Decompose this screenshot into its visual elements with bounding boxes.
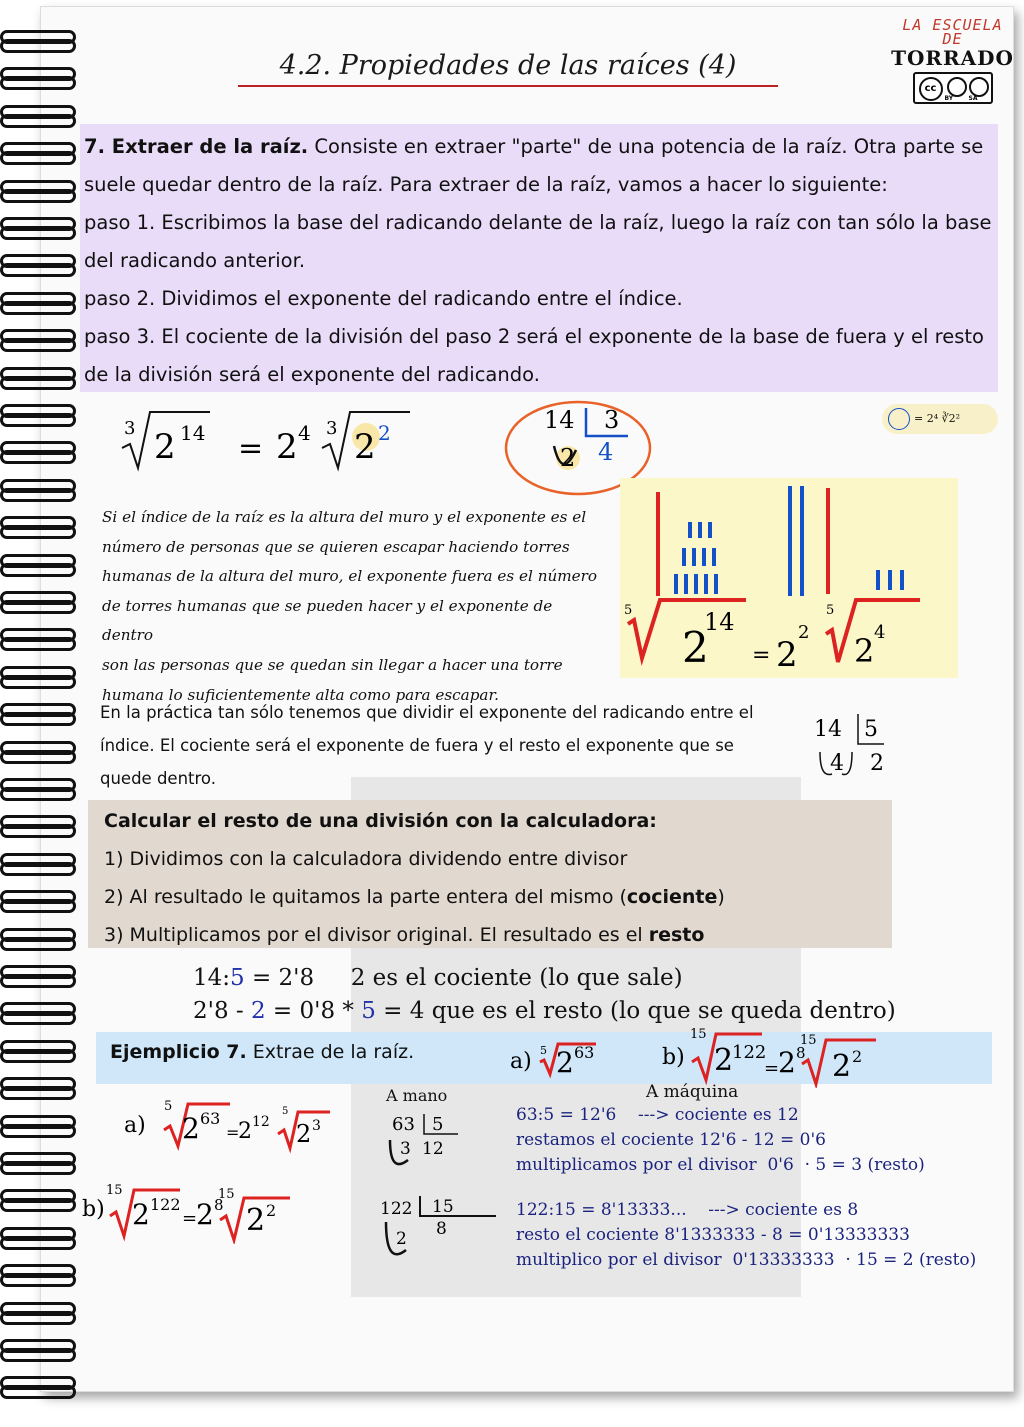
- ej-b-out-base: 2: [778, 1046, 796, 1079]
- ejemplicio-exercises: [506, 1024, 886, 1088]
- tower-eq: =: [752, 643, 771, 668]
- step3: paso 3. El cociente de la división del paso 2 será el exponente de la base de fuera y el resto de la división será el exponente del radicando.: [84, 325, 984, 386]
- spiral-ring: [0, 30, 74, 52]
- section7-intro: Consiste en extraer "parte" de una potencia de la raíz. Otra parte se suele quedar dentro de la raíz. Para extraer de la raíz, vamos a hacer lo siguiente:: [84, 135, 984, 196]
- logo-line1: LA ESCUELA: [902, 16, 1003, 34]
- spiral-ring: [0, 404, 74, 426]
- cc-icon: cc: [919, 77, 943, 101]
- spiral-ring: [0, 853, 74, 875]
- sol-a-in-base: 2: [296, 1120, 312, 1148]
- step2: paso 2. Dividimos el exponente del radicando entre el índice.: [84, 287, 683, 310]
- solution-b-machine: [516, 1198, 976, 1273]
- spiral-ring: [0, 254, 74, 276]
- sol-b-index2: 15: [218, 1187, 235, 1202]
- spiral-ring: [0, 67, 74, 89]
- calc-step3a: 3) Multiplicamos por el divisor original. El resultado es el: [104, 924, 649, 946]
- tower-bar: [698, 522, 702, 538]
- sol-b-exp: 122: [150, 1195, 181, 1214]
- ex-l2d: 5: [361, 998, 376, 1024]
- sol-b-m2: resto el cociente 8'1333333 - 8 = 0'13333333: [516, 1225, 910, 1245]
- spiral-ring: [0, 142, 74, 164]
- handwritten-explanation: [102, 503, 602, 710]
- page-title: 4.2. Propiedades de las raíces (4): [238, 50, 778, 87]
- sol-a-out-exp: 12: [252, 1114, 270, 1130]
- hand-line: humana lo suficientemente alta como para escapar.: [102, 685, 499, 704]
- main-div-dividend: 14: [544, 406, 575, 434]
- spiral-ring: [0, 1077, 74, 1099]
- tower-bar: [712, 548, 716, 566]
- creative-commons-icon: [913, 72, 993, 104]
- spiral-ring: [0, 1152, 74, 1174]
- spiral-ring: [0, 1002, 74, 1024]
- ej-b-base: 2: [714, 1043, 734, 1078]
- hand-line: de torres humanas que se pueden hacer y el exponente de dentro: [102, 596, 553, 645]
- sol-a-eq: =: [226, 1123, 240, 1142]
- solution-b-formula: [80, 1180, 300, 1244]
- spiral-ring: [0, 516, 74, 538]
- ej-a-exp: 63: [574, 1043, 595, 1062]
- sol-b-out-base: 2: [196, 1198, 214, 1231]
- school-logo: [890, 16, 1015, 108]
- practice-div-remainder: 4: [830, 751, 844, 776]
- sol-a-index2: 5: [282, 1106, 289, 1117]
- spiral-ring: [0, 1115, 74, 1137]
- spiral-ring: [0, 628, 74, 650]
- spiral-ring: [0, 965, 74, 987]
- tower-bar: [692, 548, 696, 566]
- spiral-ring: [0, 666, 74, 688]
- hand-line: humanas de la altura del muro, el exponente fuera es el número: [102, 567, 598, 586]
- sol-b-out-exp: 8: [214, 1196, 224, 1214]
- tower-out-exp: 2: [798, 622, 810, 643]
- ex-l2e: = 4 que es el resto (lo que se queda dentro): [375, 998, 896, 1024]
- sol-b-m1: 122:15 = 8'13333... ---> cociente es 8: [516, 1200, 859, 1220]
- main-index2: 3: [326, 418, 338, 439]
- section7-heading: 7. Extraer de la raíz.: [84, 135, 309, 158]
- sol-a-base: 2: [182, 1112, 200, 1145]
- spiral-ring: [0, 367, 74, 389]
- logo-line3: TORRADO: [891, 46, 1014, 70]
- sol-b-eq: =: [182, 1208, 198, 1229]
- hand-line: número de personas que se quieren escapar haciendo torres: [102, 537, 570, 556]
- ej-b-index2: 15: [800, 1033, 817, 1048]
- logo-line2: DE: [942, 30, 963, 48]
- step1: paso 1. Escribimos la base del radicando delante de la raíz, luego la raíz con tan sólo la base del radicando anterior.: [84, 211, 992, 272]
- sol-b-index: 15: [106, 1183, 123, 1198]
- spiral-ring: [0, 928, 74, 950]
- main-div-quotient: 4: [598, 438, 614, 466]
- sol-a-m3: multiplicamos por el divisor 0'6 · 5 = 3 (resto): [516, 1155, 925, 1175]
- spiral-ring: [0, 1227, 74, 1249]
- ex-l1a: 14:: [193, 965, 231, 991]
- ex-l1c: = 2'8 2 es el cociente (lo que sale): [244, 965, 683, 991]
- spiral-ring: [0, 105, 74, 127]
- tower-illustration: [620, 478, 958, 678]
- spiral-ring: [0, 1264, 74, 1286]
- cc-sa-label: SA: [968, 95, 978, 102]
- spiral-ring: [0, 329, 74, 351]
- ej-b-eq: =: [764, 1058, 780, 1079]
- sol-a-div-remainder: 3: [400, 1139, 411, 1159]
- spiral-ring: [0, 703, 74, 725]
- spiral-ring: [0, 217, 74, 239]
- main-eq: =: [238, 431, 264, 466]
- solution-b-division: [376, 1190, 506, 1264]
- ej-a-label: a): [510, 1049, 532, 1074]
- tower-bar: [708, 522, 712, 538]
- solution-a-formula: [118, 1094, 338, 1154]
- ej-b-out-exp: 8: [796, 1044, 806, 1062]
- calc-step3b: resto: [648, 924, 705, 946]
- spiral-ring: [0, 1302, 74, 1324]
- solution-a-machine: [516, 1103, 925, 1178]
- main-out-base: 2: [276, 427, 298, 467]
- tower-index: 5: [624, 603, 633, 618]
- ex-l2c: = 0'8 *: [265, 998, 362, 1024]
- tower-index2: 5: [826, 603, 835, 618]
- sol-b-div-quotient: 8: [436, 1219, 447, 1239]
- sol-a-exp: 63: [200, 1109, 221, 1128]
- sol-a-m1: 63:5 = 12'6 ---> cociente es 12: [516, 1105, 799, 1125]
- ejemplicio-text: Extrae de la raíz.: [246, 1041, 415, 1063]
- example-calculation: [193, 962, 896, 1028]
- main-in-base: 2: [354, 427, 376, 467]
- sol-b-div-divisor: 15: [432, 1197, 454, 1217]
- ej-a-index: 5: [540, 1044, 547, 1057]
- spiral-ring: [0, 441, 74, 463]
- cc-by-label: BY: [944, 95, 954, 102]
- sol-a-index: 5: [164, 1099, 173, 1114]
- main-base: 2: [154, 427, 176, 467]
- ej-b-in-exp: 2: [852, 1047, 863, 1066]
- spiral-ring: [0, 778, 74, 800]
- practice-div-divisor: 5: [864, 717, 878, 742]
- section7-text: [84, 128, 996, 394]
- tower-out-base: 2: [776, 635, 798, 675]
- small-formula-text: = 2⁴ ∛2²: [914, 412, 961, 425]
- tower-in-base: 2: [854, 632, 875, 670]
- tower-bar: [702, 548, 706, 566]
- sa-icon: [969, 77, 989, 97]
- main-in-exp: 2: [378, 421, 391, 445]
- sol-a-div-quotient: 12: [422, 1139, 444, 1159]
- sol-b-in-base: 2: [246, 1203, 266, 1238]
- hand-line: son las personas que se quedan sin llegar a hacer una torre: [102, 655, 563, 674]
- practice-div-dividend: 14: [814, 717, 842, 742]
- ex-l1b: 5: [230, 965, 245, 991]
- ex-l2b: 2: [250, 998, 266, 1024]
- tower-formula: [620, 578, 958, 678]
- spiral-ring: [0, 1339, 74, 1361]
- spiral-ring: [0, 815, 74, 837]
- spiral-ring: [0, 1189, 74, 1211]
- tower-bar: [682, 548, 686, 566]
- main-div-remainder: 2: [560, 444, 576, 472]
- calculator-heading: Calcular el resto de una división con la calculadora:: [104, 810, 657, 832]
- main-example-formula: [110, 400, 430, 480]
- small-formula-circle-icon: [888, 408, 910, 430]
- spiral-ring: [0, 554, 74, 576]
- practice-text: En la práctica tan sólo tenemos que dividir el exponente del radicando entre el índice. El cociente será el exponente de fuera y el resto el exponente que se quede dentro.: [100, 703, 754, 788]
- sol-b-base: 2: [132, 1198, 150, 1231]
- ej-b-in-base: 2: [832, 1049, 852, 1084]
- sol-a-div-dividend: 63: [392, 1114, 415, 1135]
- spiral-ring: [0, 591, 74, 613]
- spiral-ring: [0, 479, 74, 501]
- tower-in-exp: 4: [874, 622, 886, 643]
- tower-exp: 14: [704, 608, 735, 636]
- ej-b-exp: 122: [732, 1042, 767, 1063]
- sol-b-div-remainder: 2: [396, 1229, 407, 1249]
- spiral-ring: [0, 1376, 74, 1398]
- ej-b-label: b): [662, 1045, 685, 1070]
- spiral-ring: [0, 1040, 74, 1062]
- tower-base: 2: [682, 623, 709, 672]
- sol-b-m3: multiplico por el divisor 0'13333333 · 15 = 2 (resto): [516, 1250, 977, 1270]
- small-formula-badge: [882, 404, 998, 434]
- calculator-text: [104, 802, 884, 954]
- sol-a-m2: restamos el cociente 12'6 - 12 = 0'6: [516, 1130, 826, 1150]
- sol-a-div-divisor: 5: [432, 1114, 444, 1135]
- sol-b-div-dividend: 122: [380, 1199, 413, 1219]
- main-exp: 14: [180, 421, 206, 445]
- solution-a-division: [384, 1108, 474, 1172]
- sol-a-label: a): [124, 1113, 146, 1138]
- ej-b-index: 15: [690, 1027, 707, 1042]
- main-index: 3: [124, 418, 136, 439]
- sol-a-out-base: 2: [238, 1119, 252, 1144]
- spiral-ring: [0, 741, 74, 763]
- ejemplicio-title: [110, 1041, 414, 1063]
- practice-division: [806, 708, 906, 784]
- sol-b-in-exp: 2: [266, 1201, 277, 1220]
- sol-a-in-exp: 3: [312, 1118, 321, 1134]
- calc-step2b: cociente: [626, 886, 718, 908]
- spiral-ring: [0, 292, 74, 314]
- a-maquina-label: A máquina: [646, 1082, 739, 1102]
- a-mano-label: A mano: [386, 1086, 448, 1105]
- hand-line: Si el índice de la raíz es la altura del muro y el exponente es el: [102, 508, 587, 526]
- main-div-divisor: 3: [604, 406, 620, 434]
- calc-step1: 1) Dividimos con la calculadora dividendo entre divisor: [104, 848, 628, 870]
- spiral-ring: [0, 180, 74, 202]
- by-icon: [947, 77, 967, 97]
- calc-step2c: ): [717, 886, 725, 908]
- calc-step2a: 2) Al resultado le quitamos la parte entera del mismo (: [104, 886, 627, 908]
- ej-a-base: 2: [556, 1046, 574, 1079]
- tower-bar: [688, 522, 692, 538]
- spiral-ring: [0, 890, 74, 912]
- ex-l2a: 2'8 -: [193, 998, 251, 1024]
- ejemplicio-heading: Ejemplicio 7.: [110, 1041, 247, 1063]
- sol-b-label: b): [82, 1197, 105, 1222]
- practice-div-quotient: 2: [870, 751, 884, 776]
- main-out-exp: 4: [298, 421, 311, 445]
